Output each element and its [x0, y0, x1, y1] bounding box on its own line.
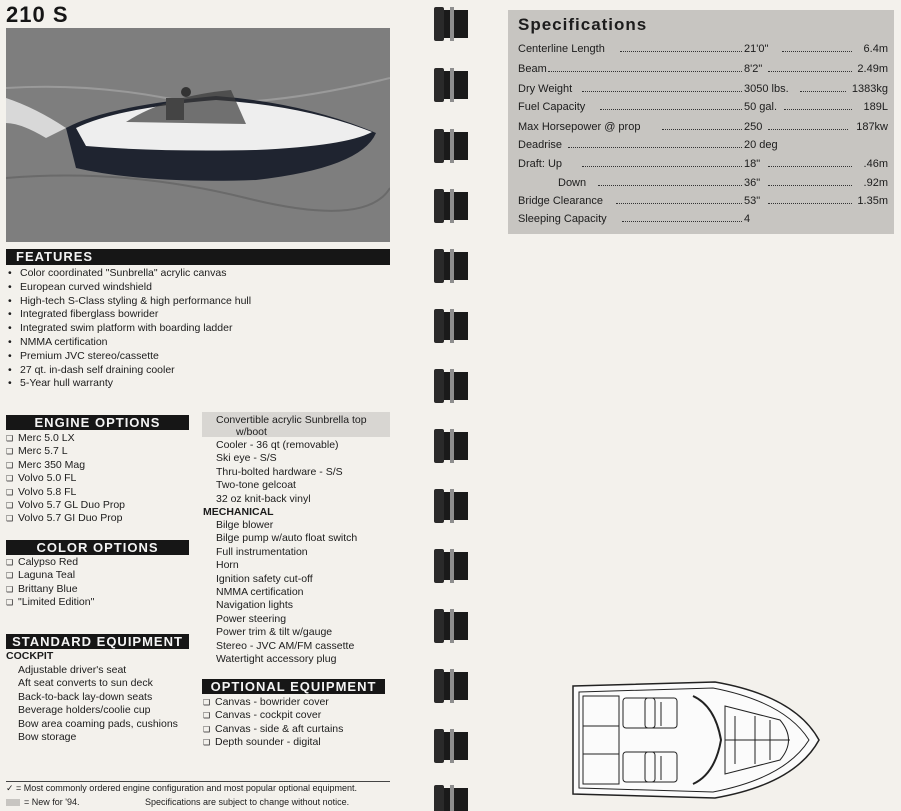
engine-options-heading: ENGINE OPTIONS [6, 415, 189, 430]
equipment-list [216, 439, 343, 506]
optional-equipment-list [203, 696, 343, 750]
footnote-new [6, 797, 80, 807]
spec-row [518, 40, 890, 58]
color-option: ❑ Calypso Red [6, 556, 94, 569]
spec-value: 21'0" [744, 43, 769, 55]
spec-value: 50 gal. [744, 101, 778, 113]
spec-label: Down [558, 177, 587, 189]
feature-item: • Premium JVC stereo/cassette [8, 350, 251, 364]
color-options-list [6, 556, 94, 610]
spec-metric: 1.35m [857, 195, 888, 207]
convertible-top-line1: Convertible acrylic Sunbrella top [216, 414, 367, 426]
spec-metric: 1383kg [851, 83, 888, 95]
equipment-item: Two-tone gelcoat [216, 479, 296, 492]
spec-value: 4 [744, 213, 751, 225]
spec-row [518, 118, 890, 136]
spec-value: 3050 lbs. [744, 83, 789, 95]
mechanical-item: Watertight accessory plug [216, 653, 337, 666]
mechanical-item: Ignition safety cut-off [216, 572, 313, 585]
convertible-top [216, 414, 367, 438]
spec-row [518, 80, 890, 98]
boat-layout-diagram [565, 676, 823, 804]
footnote-check: ✓ = Most commonly ordered engine configuration and most popular optional equipment. [6, 783, 357, 793]
spec-metric: .92m [863, 177, 888, 189]
spec-label: Draft: Up [518, 158, 563, 170]
footnote-rule [6, 781, 390, 782]
spec-value: 8'2" [744, 63, 763, 75]
equipment-item: Ski eye - S/S [216, 452, 277, 465]
mechanical-item: Bilge blower [216, 519, 274, 531]
ring-icon [432, 309, 470, 343]
specifications-title: Specifications [518, 15, 648, 34]
optional-item: ❑ Canvas - cockpit cover [203, 709, 343, 722]
spec-row [518, 98, 890, 116]
mechanical-item: Horn [216, 559, 239, 572]
standard-equipment-heading: STANDARD EQUIPMENT [6, 634, 189, 649]
optional-equipment-heading: OPTIONAL EQUIPMENT [202, 679, 385, 694]
feature-item: • Integrated fiberglass bowrider [8, 308, 251, 322]
spec-metric: 2.49m [857, 63, 888, 75]
cockpit-item: Back-to-back lay-down seats [18, 690, 153, 703]
engine-option: ❑ Volvo 5.7 GI Duo Prop [6, 512, 125, 525]
convertible-top-line2: w/boot [236, 426, 267, 438]
cockpit-item: Bow storage [18, 731, 77, 744]
feature-item: • European curved windshield [8, 281, 251, 295]
engine-option: ❑ Volvo 5.0 FL [6, 472, 125, 485]
optional-item: ❑ Canvas - bowrider cover [203, 696, 343, 709]
optional-item: ❑ Canvas - side & aft curtains [203, 723, 343, 736]
feature-item: • Color coordinated "Sunbrella" acrylic canvas [8, 267, 251, 281]
color-option: ❑ Brittany Blue [6, 583, 94, 596]
mechanical-item: Navigation lights [216, 599, 294, 612]
feature-item: • 27 qt. in-dash self draining cooler [8, 364, 251, 378]
color-option: ❑ "Limited Edition" [6, 596, 94, 609]
mechanical-item: Power trim & tilt w/gauge [216, 626, 333, 639]
feature-item: • 5-Year hull warranty [8, 377, 251, 391]
engine-options-list [6, 432, 125, 526]
cockpit-item: Bow area coaming pads, cushions [18, 717, 178, 730]
spec-metric: 189L [863, 101, 888, 113]
spec-row [518, 155, 890, 173]
ring-icon [432, 489, 470, 523]
features-heading: FEATURES [6, 249, 390, 265]
equipment-item: Cooler - 36 qt (removable) [216, 439, 339, 451]
cockpit-item: Beverage holders/coolie cup [18, 704, 151, 717]
spec-label: Fuel Capacity [518, 101, 586, 113]
engine-option: ❑ Merc 350 Mag [6, 459, 125, 472]
engine-option: ❑ Volvo 5.7 GL Duo Prop [6, 499, 125, 512]
model-title: 210 S [6, 2, 69, 27]
ring-icon [432, 7, 470, 41]
ring-icon [432, 249, 470, 283]
spec-row [518, 136, 890, 154]
mechanical-item: NMMA certification [216, 586, 304, 599]
spec-row [518, 210, 890, 228]
spec-value: 36" [744, 177, 761, 189]
spec-label: Dry Weight [518, 83, 573, 95]
spec-metric: .46m [863, 158, 888, 170]
spec-label: Deadrise [518, 139, 563, 151]
spec-label: Centerline Length [518, 43, 605, 55]
mechanical-item: Power steering [216, 612, 287, 625]
footnote-change: Specifications are subject to change without notice. [145, 797, 350, 807]
spec-value: 20 deg [744, 139, 778, 151]
boat-photo [6, 28, 390, 242]
spec-label: Sleeping Capacity [518, 213, 607, 225]
mechanical-item: Bilge pump w/auto float switch [216, 532, 358, 545]
feature-item: • Integrated swim platform with boarding ladder [8, 322, 251, 336]
new-swatch-icon [6, 799, 20, 806]
ring-icon [432, 669, 470, 703]
spec-value: 250 [744, 121, 763, 133]
ring-icon [432, 549, 470, 583]
color-options-heading: COLOR OPTIONS [6, 540, 189, 555]
feature-item: • NMMA certification [8, 336, 251, 350]
spec-metric: 6.4m [863, 43, 888, 55]
spec-value: 18" [744, 158, 761, 170]
spec-label: Bridge Clearance [518, 195, 603, 207]
mechanical-item: Full instrumentation [216, 545, 308, 558]
optional-item: ❑ Depth sounder - digital [203, 736, 343, 749]
equipment-item: Thru-bolted hardware - S/S [216, 465, 343, 478]
mechanical-item: Stereo - JVC AM/FM cassette [216, 639, 355, 652]
ring-icon [432, 189, 470, 223]
ring-icon [432, 785, 470, 811]
spec-row [518, 60, 890, 78]
spec-row [518, 192, 890, 210]
feature-item: • High-tech S-Class styling & high performance hull [8, 295, 251, 309]
specifications-box [508, 10, 894, 234]
cockpit-item: Aft seat converts to sun deck [18, 677, 153, 690]
cockpit-heading: COCKPIT [6, 650, 54, 662]
engine-option: ❑ Volvo 5.8 FL [6, 486, 125, 499]
ring-icon [432, 609, 470, 643]
spec-label: Beam [518, 63, 547, 75]
spec-label: Max Horsepower @ prop [518, 121, 641, 133]
mechanical-list [216, 519, 357, 666]
ring-icon [432, 729, 470, 763]
ring-icon [432, 429, 470, 463]
cockpit-list [4, 664, 178, 744]
ring-icon [432, 369, 470, 403]
features-list [8, 267, 251, 391]
ring-icon [432, 129, 470, 163]
mechanical-heading: MECHANICAL [203, 506, 274, 518]
spec-value: 53" [744, 195, 761, 207]
color-option: ❑ Laguna Teal [6, 569, 94, 582]
footnote-new-text: = New for '94. [24, 797, 80, 807]
spec-row [518, 174, 890, 192]
spec-metric: 187kw [856, 121, 888, 133]
engine-option: ❑ Merc 5.0 LX [6, 432, 125, 445]
cockpit-item: Adjustable driver's seat [18, 664, 127, 676]
ring-icon [432, 68, 470, 102]
engine-option: ❑ Merc 5.7 L [6, 445, 125, 458]
spiral-binding [432, 0, 472, 811]
equipment-item: 32 oz knit-back vinyl [216, 492, 311, 505]
